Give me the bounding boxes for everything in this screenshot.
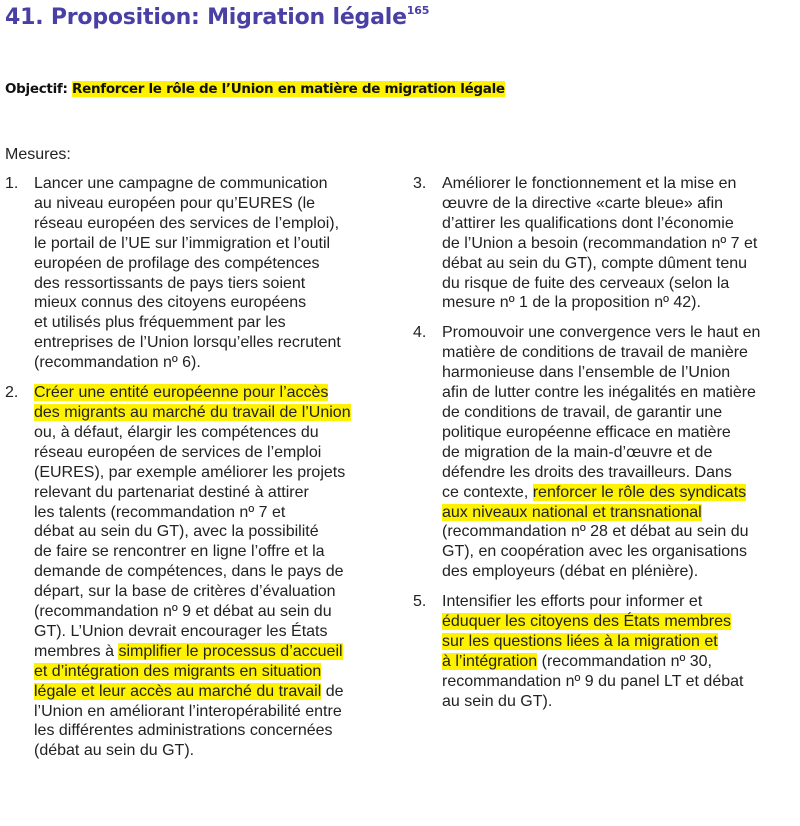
text-line bbox=[34, 423, 393, 443]
text-segment: membres à bbox=[34, 642, 119, 660]
text-segment: recommandation nº 9 du panel LT et débat bbox=[442, 672, 744, 690]
text-line bbox=[442, 692, 798, 712]
text-segment: Promouvoir une convergence vers le haut en bbox=[442, 324, 761, 342]
text-segment: mieux connus des citoyens européens bbox=[34, 294, 307, 312]
text-line bbox=[442, 194, 798, 214]
text-segment: Lancer une campagne de communication bbox=[34, 175, 328, 192]
text-segment: du risque de fuite des cerveaux (selon la bbox=[442, 274, 730, 292]
text-line bbox=[34, 274, 393, 294]
text-segment: débat au sein du GT), avec la possibilité bbox=[34, 523, 319, 541]
text-line bbox=[34, 522, 393, 542]
text-segment: mesure nº 1 de la proposition nº 42). bbox=[442, 294, 701, 312]
text-segment: entreprises de l’Union lorsqu’elles recrutent bbox=[34, 334, 341, 352]
text-segment: des employeurs (débat en plénière). bbox=[442, 563, 699, 581]
text-line bbox=[442, 443, 798, 463]
text-line bbox=[34, 622, 393, 642]
measure-number: 3. bbox=[413, 175, 427, 192]
text-segment: défendre les droits des travailleurs. Dans bbox=[442, 463, 732, 481]
text-line bbox=[442, 463, 798, 483]
text-line bbox=[34, 602, 393, 622]
text-segment: (recommandation nº 6). bbox=[34, 354, 201, 372]
text-segment: ou, à défaut, élargir les compétences du bbox=[34, 423, 319, 441]
text-line bbox=[34, 662, 393, 682]
text-line bbox=[34, 443, 393, 463]
highlighted-text: et d’intégration des migrants en situation bbox=[34, 662, 322, 680]
measure-number: 4. bbox=[413, 324, 427, 342]
measure-item bbox=[413, 592, 798, 711]
text-line bbox=[442, 323, 798, 343]
text-segment: les différentes administrations concernées bbox=[34, 722, 333, 740]
text-line bbox=[442, 632, 798, 652]
text-line bbox=[442, 403, 798, 423]
text-line bbox=[442, 423, 798, 443]
text-line bbox=[34, 741, 393, 761]
text-segment: et utilisés plus fréquemment par les bbox=[34, 314, 286, 332]
text-segment: (débat au sein du GT). bbox=[34, 742, 195, 760]
text-line bbox=[442, 483, 798, 503]
page-title bbox=[5, 4, 429, 30]
mesures-heading: Mesures: bbox=[5, 146, 71, 163]
text-line bbox=[34, 483, 393, 503]
highlighted-text: légale et leur accès au marché du travail bbox=[34, 682, 322, 700]
measure-number: 2. bbox=[5, 384, 19, 402]
text-line bbox=[442, 174, 798, 194]
text-line bbox=[442, 592, 798, 612]
text-line bbox=[442, 612, 798, 632]
text-line bbox=[34, 254, 393, 274]
text-line bbox=[34, 582, 393, 602]
measure-item bbox=[5, 174, 393, 373]
text-line bbox=[442, 254, 798, 274]
measure-text bbox=[442, 592, 798, 711]
left-column bbox=[5, 174, 393, 771]
text-line bbox=[34, 562, 393, 582]
objective-line bbox=[5, 81, 505, 97]
text-segment: débat au sein du GT), compte dûment tenu bbox=[442, 254, 748, 272]
text-segment: demande de compétences, dans le pays de bbox=[34, 563, 344, 581]
text-line bbox=[34, 174, 393, 194]
text-line bbox=[442, 672, 798, 692]
measure-number: 5. bbox=[413, 593, 427, 611]
measure-text bbox=[34, 383, 393, 761]
text-line bbox=[34, 463, 393, 483]
highlighted-text: des migrants au marché du travail de l’Union bbox=[34, 403, 351, 421]
text-segment: l’Union en améliorant l’interopérabilité entre bbox=[34, 702, 342, 720]
objective-text: Renforcer le rôle de l’Union en matière de migration légale bbox=[72, 81, 505, 97]
text-segment: (recommandation nº 30, bbox=[537, 652, 712, 670]
text-line bbox=[34, 721, 393, 741]
text-segment: les talents (recommandation nº 7 et bbox=[34, 503, 286, 521]
text-segment: relevant du partenariat destiné à attirer bbox=[34, 483, 309, 501]
text-segment: Intensifier les efforts pour informer et bbox=[442, 593, 703, 611]
text-line bbox=[442, 652, 798, 672]
measure-item bbox=[5, 383, 393, 761]
text-segment: au sein du GT). bbox=[442, 692, 553, 710]
text-segment: politique européenne efficace en matière bbox=[442, 423, 731, 441]
text-line bbox=[442, 214, 798, 234]
text-line bbox=[34, 333, 393, 353]
text-line bbox=[34, 682, 393, 702]
text-segment: œuvre de la directive «carte bleue» afin bbox=[442, 194, 724, 212]
text-segment: d’attirer les qualifications dont l’économie bbox=[442, 214, 734, 232]
text-segment: Améliorer le fonctionnement et la mise en bbox=[442, 175, 737, 192]
text-line bbox=[34, 702, 393, 722]
highlighted-text: sur les questions liées à la migration et bbox=[442, 632, 718, 650]
text-line bbox=[442, 274, 798, 294]
text-line bbox=[34, 234, 393, 254]
measure-item bbox=[413, 174, 798, 313]
text-line bbox=[442, 343, 798, 363]
text-segment: (recommandation nº 28 et débat au sein du bbox=[442, 523, 749, 541]
text-line bbox=[442, 363, 798, 383]
text-segment: de conditions de travail, de garantir une bbox=[442, 403, 723, 421]
text-line bbox=[34, 383, 393, 403]
text-line bbox=[442, 522, 798, 542]
text-segment: réseau européen de services de l’emploi bbox=[34, 443, 322, 461]
highlighted-text: simplifier le processus d’accueil bbox=[118, 642, 343, 660]
text-line bbox=[34, 214, 393, 234]
measure-text bbox=[34, 174, 393, 373]
text-line bbox=[34, 194, 393, 214]
text-segment: de bbox=[321, 682, 344, 700]
text-line bbox=[34, 542, 393, 562]
highlighted-text: Créer une entité européenne pour l’accès bbox=[34, 384, 329, 402]
text-segment: harmonieuse dans l’ensemble de l’Union bbox=[442, 364, 731, 382]
text-segment: réseau européen des services de l’emploi), bbox=[34, 214, 340, 232]
title-text: 41. Proposition: Migration légale bbox=[5, 5, 407, 30]
measure-number: 1. bbox=[5, 175, 19, 192]
text-segment: de migration de la main-d’œuvre et de bbox=[442, 443, 713, 461]
text-segment: des ressortissants de pays tiers soient bbox=[34, 274, 306, 292]
text-line bbox=[442, 383, 798, 403]
text-segment: le portail de l’UE sur l’immigration et l’outil bbox=[34, 234, 331, 252]
measure-text bbox=[442, 174, 798, 313]
text-segment: au niveau européen pour qu’EURES (le bbox=[34, 194, 316, 212]
text-segment: GT). L’Union devrait encourager les États bbox=[34, 622, 328, 640]
highlighted-text: aux niveaux national et transnational bbox=[442, 503, 702, 521]
text-line bbox=[442, 562, 798, 582]
text-line bbox=[442, 542, 798, 562]
text-segment: européen de profilage des compétences bbox=[34, 254, 320, 272]
measure-item bbox=[413, 323, 798, 582]
text-line bbox=[34, 353, 393, 373]
text-segment: de faire se rencontrer en ligne l’offre et la bbox=[34, 543, 325, 561]
text-segment: afin de lutter contre les inégalités en matière bbox=[442, 384, 756, 402]
text-segment: départ, sur la base de critères d’évaluation bbox=[34, 583, 336, 601]
objective-label: Objectif: bbox=[5, 81, 68, 97]
text-line bbox=[34, 503, 393, 523]
text-segment: (EURES), par exemple améliorer les projets bbox=[34, 463, 346, 481]
text-line bbox=[34, 642, 393, 662]
highlighted-text: renforcer le rôle des syndicats bbox=[532, 483, 747, 501]
text-line bbox=[34, 403, 393, 423]
text-line bbox=[442, 293, 798, 313]
highlighted-text: à l’intégration bbox=[442, 652, 538, 670]
right-column bbox=[413, 174, 798, 722]
text-line bbox=[442, 234, 798, 254]
text-line bbox=[34, 293, 393, 313]
text-segment: GT), en coopération avec les organisations bbox=[442, 543, 748, 561]
measure-text bbox=[442, 323, 798, 582]
highlighted-text: éduquer les citoyens des États membres bbox=[442, 613, 732, 631]
text-segment: matière de conditions de travail de manière bbox=[442, 344, 748, 362]
text-segment: de l’Union a besoin (recommandation nº 7 et bbox=[442, 234, 758, 252]
text-line bbox=[442, 503, 798, 523]
text-segment: ce contexte, bbox=[442, 483, 533, 501]
text-segment: (recommandation nº 9 et débat au sein du bbox=[34, 603, 332, 621]
text-line bbox=[34, 313, 393, 333]
footnote-marker: 165 bbox=[406, 4, 430, 17]
